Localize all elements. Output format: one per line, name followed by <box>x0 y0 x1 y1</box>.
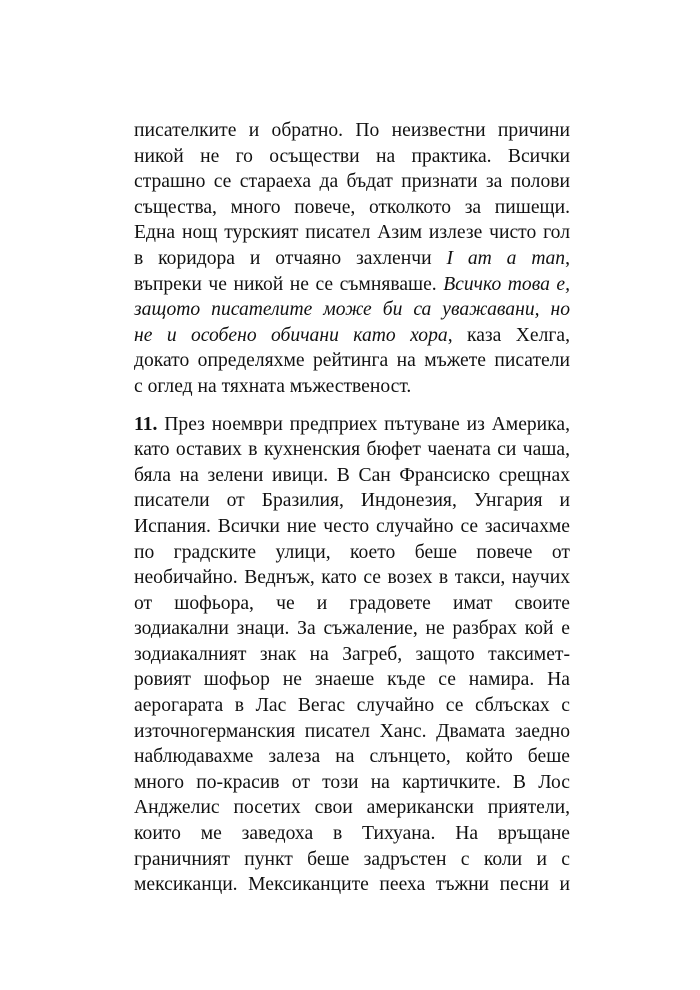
text-line: бяла на зелени ивици. В Сан Франсиско срещнах <box>134 464 570 486</box>
text-line: в коридора и отчаяно захленчи I am a man, <box>134 247 570 269</box>
paragraph-gap <box>134 400 570 412</box>
text-line: зодиакалният знак на Загреб, защото таксимет- <box>134 643 570 665</box>
text-line: ровият шофьор не знаеше къде се намира. На <box>134 669 570 691</box>
text-fragment: , каза Хелга, <box>447 324 570 346</box>
text-line: източногерманския писател Ханс. Двамата заедно <box>134 720 570 742</box>
text-line: необичайно. Веднъж, като се возех в такси, научих <box>134 567 570 589</box>
paragraph-2 <box>134 412 570 898</box>
text-line: много по-красив от този на картичките. В Лос <box>134 771 570 793</box>
text-line: като оставих в кухненския бюфет чаената си чаша, <box>134 439 570 461</box>
text-line <box>134 323 570 349</box>
text-line: граничният пункт беше задръстен с коли и с <box>134 848 570 870</box>
text-line: по градските улици, което беше повече от <box>134 541 570 563</box>
text-line: същества, много повече, отколкото за пишещи. <box>134 196 570 218</box>
text-line: аерогарата в Лас Вегас случайно се сблъсках с <box>134 695 570 717</box>
text-line: зодиакални знаци. За съжаление, не разбрах кой е <box>134 618 570 640</box>
text-line: Испания. Всички ние често случайно се засичахме <box>134 515 570 537</box>
text-line: Анджелис посетих свои американски приятели, <box>134 797 570 819</box>
text-line: никой не го осъществи на практика. Всички <box>134 145 570 167</box>
section-number: 11. <box>134 413 158 435</box>
text-line: писателките и обратно. По неизвестни причини <box>134 120 570 141</box>
text-line <box>134 272 570 298</box>
text-line: мексиканци. Мексиканците пееха тъжни песни и <box>134 874 570 896</box>
page-text <box>134 118 570 898</box>
paragraph-1 <box>134 118 570 400</box>
text-line: които ме заведоха в Тихуана. На връщане <box>134 823 570 845</box>
text-line: от шофьора, че и градовете имат своите <box>134 592 570 614</box>
text-line: писатели от Бразилия, Индонезия, Унгария и <box>134 490 570 512</box>
text-line: наблюдавахме залеза на слънцето, който беше <box>134 746 570 768</box>
text-fragment: През ноември предприех пътуване из Америка, <box>157 413 570 435</box>
text-line: страшно се стараеха да бъдат признати за полови <box>134 171 570 193</box>
text-line: с оглед на тяхната мъжественост. <box>134 375 412 397</box>
text-line: докато определяхме рейтинга на мъжете писатели <box>134 350 570 372</box>
text-fragment: въпреки че никой не се съмняваше. <box>134 273 444 295</box>
text-fragment: в коридора и отчаяно захленчи <box>134 247 447 269</box>
text-line <box>134 412 570 438</box>
italic-quote-line: защото писателите може би са уважавани, но <box>134 299 570 321</box>
italic-quote: Всичко това е, <box>443 273 570 295</box>
text-line: Една нощ турският писател Азим излезе чисто гол <box>134 222 570 244</box>
italic-phrase: I am a man <box>446 247 566 269</box>
italic-quote: не и особено обичани като хора <box>134 324 448 346</box>
